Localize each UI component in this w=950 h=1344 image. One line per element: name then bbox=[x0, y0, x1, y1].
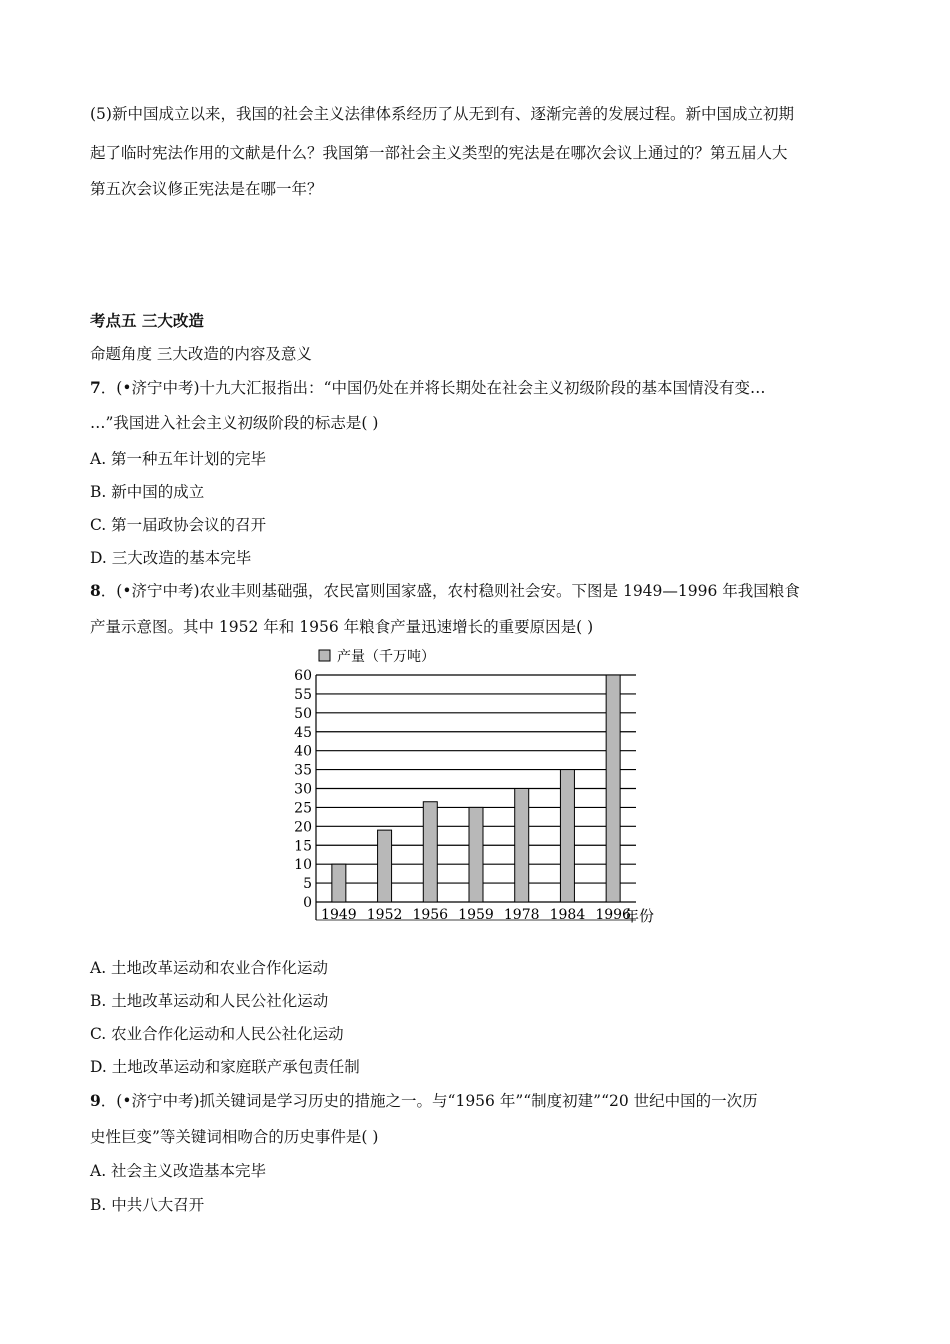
q8-number: 8 bbox=[90, 581, 101, 600]
chart-svg bbox=[280, 640, 680, 940]
q8-line-1 bbox=[90, 581, 800, 601]
y-tick-label: 15 bbox=[294, 838, 312, 855]
y-tick-label: 0 bbox=[303, 895, 312, 911]
q8-option-b: B. 土地改革运动和人民公社化运动 bbox=[90, 992, 329, 1010]
bar bbox=[606, 675, 620, 902]
x-tick-label: 1952 bbox=[366, 907, 403, 923]
y-tick-label: 40 bbox=[294, 743, 312, 760]
q9-option-b: B. 中共八大召开 bbox=[90, 1196, 205, 1214]
legend-label: 产量（千万吨） bbox=[337, 649, 435, 665]
bar bbox=[423, 802, 437, 902]
q9-number: 9 bbox=[90, 1091, 101, 1110]
bar bbox=[469, 807, 483, 902]
q5-line-3: 第五次会议修正宪法是在哪一年？ bbox=[90, 180, 323, 198]
q7-number: 7 bbox=[90, 378, 101, 397]
y-tick-label: 50 bbox=[294, 705, 312, 722]
q7-stem-1: ．(•济宁中考)十九大汇报指出：“中国仍处在并将长期处在社会主义初级阶段的基本国情没有变… bbox=[100, 379, 766, 397]
x-tick-label: 1996 bbox=[595, 907, 631, 923]
grain-output-chart bbox=[280, 640, 680, 940]
q9-stem-1: ．(•济宁中考)抓关键词是学习历史的措施之一。与“1956 年”“制度初建”“20 世纪中国的一次历 bbox=[100, 1092, 758, 1110]
y-tick-label: 25 bbox=[294, 800, 312, 817]
y-tick-label: 10 bbox=[294, 857, 312, 874]
q8-option-a: A. 土地改革运动和农业合作化运动 bbox=[90, 959, 329, 977]
q8-option-c: C. 农业合作化运动和人民公社化运动 bbox=[90, 1025, 344, 1043]
bar bbox=[560, 770, 574, 902]
legend-swatch bbox=[319, 650, 330, 661]
y-tick-label: 45 bbox=[294, 724, 312, 741]
q8-line-2: 产量示意图。其中 1952 年和 1956 年粮食产量迅速增长的重要原因是( ) bbox=[90, 618, 594, 636]
x-tick-label: 1956 bbox=[412, 907, 449, 923]
q7-line-2: …”我国进入社会主义初级阶段的标志是( ) bbox=[90, 414, 379, 432]
q7-option-d: D. 三大改造的基本完毕 bbox=[90, 549, 252, 567]
q7-option-b: B. 新中国的成立 bbox=[90, 483, 205, 501]
q8-stem-1: ．(•济宁中考)农业丰则基础强，农民富则国家盛，农村稳则社会安。下图是 1949—1996 年我国粮食 bbox=[100, 582, 800, 600]
x-tick-label: 1949 bbox=[321, 907, 357, 923]
y-tick-label: 60 bbox=[294, 668, 312, 684]
y-tick-label: 5 bbox=[303, 876, 312, 893]
section-angle: 命题角度 三大改造的内容及意义 bbox=[90, 345, 312, 363]
y-tick-label: 30 bbox=[294, 781, 312, 798]
bar bbox=[332, 864, 346, 902]
q9-option-a: A. 社会主义改造基本完毕 bbox=[90, 1162, 267, 1180]
x-tick-label: 1978 bbox=[503, 907, 540, 923]
q9-line-2: 史性巨变”等关键词相吻合的历史事件是( ) bbox=[90, 1128, 379, 1146]
q7-option-c: C. 第一届政协会议的召开 bbox=[90, 516, 267, 534]
q7-line-1 bbox=[90, 378, 765, 398]
y-tick-label: 55 bbox=[294, 686, 312, 703]
q8-option-d: D. 土地改革运动和家庭联产承包责任制 bbox=[90, 1058, 360, 1076]
x-axis-label: 年份 bbox=[624, 907, 655, 925]
x-tick-label: 1984 bbox=[549, 907, 586, 923]
q5-line-2: 起了临时宪法作用的文献是什么？我国第一部社会主义类型的宪法是在哪次会议上通过的？第五届人大 bbox=[90, 144, 788, 162]
q9-line-1 bbox=[90, 1091, 758, 1111]
section-title: 考点五 三大改造 bbox=[90, 311, 204, 330]
x-tick-label: 1959 bbox=[458, 907, 494, 923]
y-tick-label: 35 bbox=[294, 762, 312, 779]
q7-option-a: A. 第一种五年计划的完毕 bbox=[90, 450, 267, 468]
bar bbox=[378, 830, 392, 902]
q5-line-1: (5)新中国成立以来，我国的社会主义法律体系经历了从无到有、逐渐完善的发展过程。新中国成立初期 bbox=[90, 105, 794, 123]
y-tick-label: 20 bbox=[294, 819, 312, 836]
bar bbox=[515, 789, 529, 903]
